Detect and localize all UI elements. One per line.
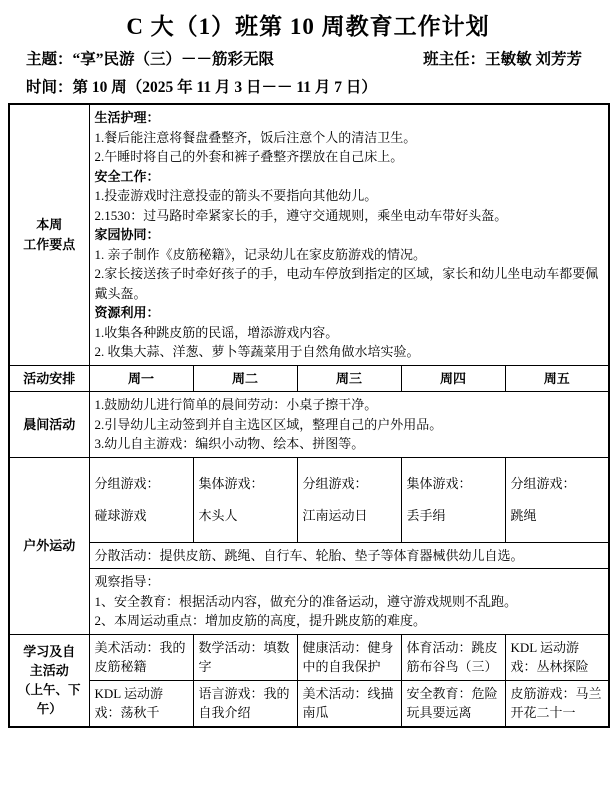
study-label-line2: 主活动: [29, 663, 69, 679]
table-row-study-pm: [9, 680, 609, 727]
morning-content: [89, 392, 609, 458]
teacher-label: 班主任：: [423, 51, 486, 68]
outdoor-game-fri: [505, 457, 609, 542]
outdoor-game-thu-name: 丢手绢: [406, 508, 446, 523]
study-label-line3: （上午、下午）: [17, 682, 81, 716]
study-pm-fri: 皮筋游戏：马兰开花二十一: [505, 680, 609, 727]
table-row-outdoor-games: [9, 457, 609, 542]
study-pm-wed: 美术活动：线描南瓜: [297, 680, 401, 727]
time-label: 时间：: [26, 79, 73, 96]
morning-line-0: 1.鼓励幼儿进行简单的晨间劳动：小桌子擦干净。: [94, 397, 378, 412]
time-value: 第 10 周（2025 年 11 月 3 日－－ 11 月 7 日）: [72, 79, 377, 96]
study-pm-mon: KDL 运动游戏：荡秋千: [89, 680, 193, 727]
weekly-focus-line-11: 2. 收集大蒜、洋葱、萝卜等蔬菜用于自然角做水培实验。: [94, 344, 420, 359]
outdoor-game-tue-type: 集体游戏：: [198, 475, 264, 491]
weekly-focus-label-line1: 本周: [36, 217, 63, 233]
day-header-mon: 周一: [89, 365, 193, 392]
outdoor-guidance-line-1: 2、本周运动重点：增加皮筋的高度，提升跳皮筋的难度。: [94, 613, 427, 628]
study-pm-thu: 安全教育：危险玩具要远离: [401, 680, 505, 727]
morning-line-1: 2.引导幼儿主动签到并自主选区区域，整理自己的户外用品。: [94, 416, 443, 432]
table-row-days-header: [9, 365, 609, 392]
weekly-focus-line-5: 2.1530：过马路时牵紧家长的手，遵守交通规则，乘坐电动车带好头盔。: [94, 207, 508, 223]
row-label-study: [9, 634, 89, 727]
outdoor-game-mon-name: 碰球游戏: [94, 508, 147, 523]
weekly-focus-line-3: 安全工作：: [94, 168, 160, 184]
teacher-block: [423, 47, 608, 69]
study-label-line1: 学习及自: [23, 643, 76, 659]
weekly-focus-line-0: 生活护理：: [94, 110, 160, 125]
weekly-focus-line-4: 1.投壶游戏时注意投壶的箭头不要指向其他幼儿。: [94, 188, 378, 203]
day-header-thu: 周四: [401, 365, 505, 392]
weekly-plan-table: [8, 103, 610, 728]
teacher-value: 王敏敏 刘芳芳: [485, 51, 582, 68]
outdoor-game-fri-type: 分组游戏：: [510, 475, 576, 491]
table-row-outdoor-guidance: [9, 569, 609, 635]
morning-line-2: 3.幼儿自主游戏：编织小动物、绘本、拼图等。: [94, 436, 365, 451]
theme-block: [26, 47, 274, 69]
weekly-focus-line-2: 2.午睡时将自己的外套和裤子叠整齐摆放在自己床上。: [94, 149, 404, 164]
table-row-weekly-focus: [9, 104, 609, 365]
weekly-focus-line-6: 家园协同：: [94, 227, 160, 242]
outdoor-guidance-line-0: 1、安全教育：根据活动内容，做充分的准备运动，遵守游戏规则不乱跑。: [94, 593, 518, 609]
outdoor-game-mon: [89, 457, 193, 542]
study-am-tue: 数学活动：填数字: [193, 634, 297, 680]
outdoor-guidance: [89, 569, 609, 635]
outdoor-game-wed-name: 江南运动日: [302, 508, 368, 523]
day-header-fri: 周五: [505, 365, 609, 392]
weekly-focus-content: [89, 104, 609, 365]
study-am-thu: 体育活动：跳皮筋布谷鸟（三）: [401, 634, 505, 680]
page-title: C 大（1）班第 10 周教育工作计划: [126, 14, 490, 39]
outdoor-game-tue-name: 木头人: [198, 508, 238, 523]
outdoor-game-thu: [401, 457, 505, 542]
outdoor-dispersed: 分散活动：提供皮筋、跳绳、自行车、轮胎、垫子等体育器械供幼儿自选。: [89, 542, 609, 569]
study-am-fri: KDL 运动游戏：丛林探险: [505, 634, 609, 680]
table-row-outdoor-dispersed: [9, 542, 609, 569]
weekly-focus-line-8: 2.家长接送孩子时牵好孩子的手，电动车停放到指定的区域，家长和幼儿坐电动车都要佩戴头盔。: [94, 266, 599, 301]
row-label-morning: 晨间活动: [9, 392, 89, 458]
day-header-wed: 周三: [297, 365, 401, 392]
outdoor-game-tue: [193, 457, 297, 542]
weekly-focus-label-line2: 工作要点: [23, 236, 76, 252]
weekly-focus-line-9: 资源利用：: [94, 305, 160, 320]
theme-label: 主题：: [26, 51, 73, 68]
header-line: [8, 47, 608, 69]
table-row-study-am: [9, 634, 609, 680]
outdoor-game-mon-type: 分组游戏：: [94, 475, 160, 491]
weekly-focus-line-10: 1.收集各种跳皮筋的民谣，增添游戏内容。: [94, 324, 339, 340]
outdoor-game-wed: [297, 457, 401, 542]
row-label-schedule: 活动安排: [9, 365, 89, 392]
study-am-mon: 美术活动：我的皮筋秘籍: [89, 634, 193, 680]
study-am-wed: 健康活动：健身中的自我保护: [297, 634, 401, 680]
outdoor-game-thu-type: 集体游戏：: [406, 475, 472, 491]
weekly-focus-line-7: 1. 亲子制作《皮筋秘籍》，记录幼儿在家皮筋游戏的情况。: [94, 246, 427, 262]
table-row-morning: [9, 392, 609, 458]
weekly-focus-line-1: 1.餐后能注意将餐盘叠整齐，饭后注意个人的清洁卫生。: [94, 129, 417, 145]
theme-value: “享”民游（三）－－筋彩无限: [72, 51, 275, 68]
day-header-tue: 周二: [193, 365, 297, 392]
outdoor-game-wed-type: 分组游戏：: [302, 475, 368, 491]
time-line: [8, 75, 608, 97]
row-label-outdoor: 户外运动: [9, 457, 89, 634]
outdoor-game-fri-name: 跳绳: [510, 508, 537, 523]
outdoor-guidance-title: 观察指导：: [94, 574, 160, 589]
row-label-weekly-focus: [9, 104, 89, 365]
study-pm-tue: 语言游戏：我的自我介绍: [193, 680, 297, 727]
